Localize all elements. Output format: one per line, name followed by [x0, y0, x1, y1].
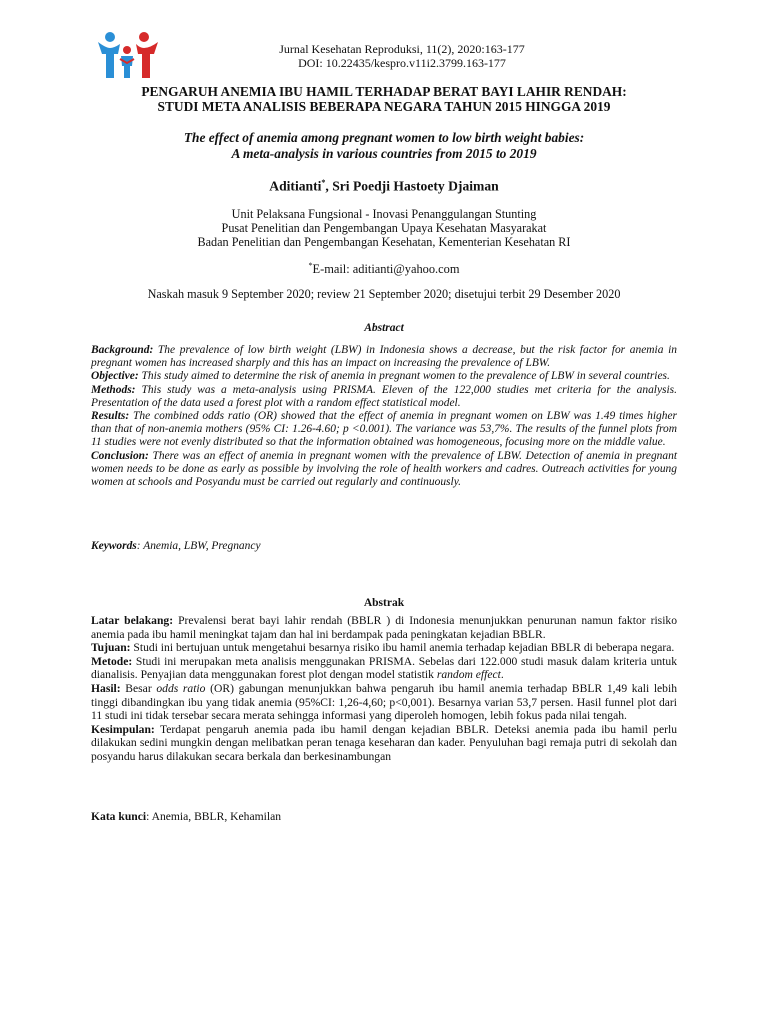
- keywords-text: : Anemia, LBW, Pregnancy: [136, 540, 261, 552]
- methods-text: This study was a meta-analysis using PRISMA. Eleven of the 122,000 studies met criteria for the analysis. Presentation of the data used a forest plot with a random effect statistical model.: [91, 383, 677, 409]
- background-text: The prevalence of low birth weight (LBW) in Indonesia shows a decrease, but the risk factor for anemia in pregnant women has increased sharply and this has an impact on increasing the prevalence of LBW.: [91, 344, 677, 370]
- kata-kunci-label: Kata kunci: [91, 810, 147, 823]
- hasil-label: Hasil:: [91, 681, 121, 695]
- paper-title-english: [60, 130, 708, 161]
- latar-label: Latar belakang:: [91, 614, 174, 627]
- latar-text: Prevalensi berat bayi lahir rendah (BBLR ) di Indonesia menunjukkan penurunan namun faktor risiko anemia pada ibu hamil meningkat tajam dan hal ini berdampak pada peningkatan kejadian BBLR.: [91, 614, 678, 641]
- abstract-indonesian: [91, 614, 677, 764]
- affiliation: [60, 207, 708, 249]
- title-id-line1: PENGARUH ANEMIA IBU HAMIL TERHADAP BERAT BAYI LAHIR RENDAH:: [141, 84, 627, 99]
- paper-title-indonesian: [60, 84, 708, 114]
- journal-header: [232, 42, 572, 70]
- abstrak-tujuan: [91, 641, 677, 655]
- abstract-heading: Abstract: [364, 322, 404, 334]
- conclusion-text: There was an effect of anemia in pregnant women with the prevalence of LBW. Detection of anemia in pregnant women needs to be done as early as possible by involving the role of health workers and cadres. Outreach activities for young women at schools and Posyandu must be carried out regularly and continuously.: [91, 449, 677, 489]
- hasil-text-end: (OR) gabungan menunjukkan bahwa pengaruh ibu hamil anemia terhadap BBLR 1,49 kali lebih tinggi dibandingkan ibu yang tidak anemia (95%CI: 1,26-4,60; p<0,001). Besarnya varian 53,7 persen. Hasil funnel plot dari 11 studi ini tidak tersebar secara merata sehingga informasi yang diperoleh homogen, lebih fokus pada nilai tengah.: [91, 681, 677, 723]
- keywords-label: Keywords: [91, 540, 137, 552]
- abstrak-metode: [91, 655, 677, 682]
- author-list: [60, 178, 708, 195]
- metode-text-end: .: [500, 668, 504, 682]
- kesimpulan-label: Kesimpulan:: [91, 722, 155, 736]
- email-text[interactable]: E-mail: aditianti@yahoo.com: [312, 262, 460, 277]
- title-en-line2: A meta-analysis in various countries from 2015 to 2019: [231, 145, 537, 161]
- metode-text: Studi ini merupakan meta analisis menggunakan PRISMA. Sebelas dari 122.000 studi masuk dalam kriteria untuk dianalisis. Penyajian data menggunakan forest plot dengan model statistik: [91, 654, 677, 682]
- title-en-line1: The effect of anemia among pregnant women to low birth weight babies:: [183, 130, 585, 145]
- abstrak-latar: [91, 614, 677, 641]
- hasil-emphasis: odds ratio: [156, 681, 206, 695]
- affiliation-line3: Badan Penelitian dan Pengembangan Kesehatan, Kementerian Kesehatan RI: [197, 235, 571, 249]
- metode-emphasis: random effect: [436, 668, 501, 682]
- objective-label: Objective:: [91, 370, 139, 383]
- corresponding-email: [60, 261, 708, 277]
- keywords-indonesian: [91, 810, 677, 823]
- kesimpulan-text: Terdapat pengaruh anemia pada ibu hamil dengan kejadian BBLR. Deteksi anemia pada ibu hamil perlu dilakukan sedini mungkin dengan melibatkan peran tenaga keseharan dan kader. Penyuluhan bagi remaja putri di sekolah dan posyandu harus dilakukan secara berkala dan berkesinambungan: [91, 722, 677, 763]
- abstrak-kesimpulan: [91, 723, 677, 764]
- abstract-english: [91, 344, 677, 489]
- title-id-line2: STUDI META ANALISIS BEBERAPA NEGARA TAHUN 2015 HINGGA 2019: [157, 99, 611, 114]
- abstract-background: [91, 344, 677, 370]
- abstract-conclusion: [91, 450, 677, 490]
- journal-citation: Jurnal Kesehatan Reproduksi, 11(2), 2020:163-177: [279, 42, 525, 56]
- submission-dates: Naskah masuk 9 September 2020; review 21 September 2020; disetujui terbit 29 Desember 2020: [147, 287, 621, 301]
- objective-text: This study aimed to determine the risk of anemia in pregnant women to the prevalence of LBW in several countries.: [138, 370, 670, 383]
- author-rest: , Sri Poedji Hastoety Djaiman: [325, 178, 499, 194]
- corresponding-marker: *: [321, 178, 326, 187]
- tujuan-text: Studi ini bertujuan untuk mengetahui besarnya risiko ibu hamil anemia terhadap kejadian BBLR di beberapa negara.: [130, 641, 675, 655]
- abstrak-hasil: [91, 682, 677, 723]
- affiliation-line1: Unit Pelaksana Fungsional - Inovasi Penanggulangan Stunting: [231, 207, 537, 221]
- journal-doi[interactable]: DOI: 10.22435/kespro.v11i2.3799.163-177: [298, 56, 506, 70]
- results-label: Results:: [91, 410, 130, 423]
- conclusion-label: Conclusion:: [91, 449, 149, 462]
- methods-label: Methods:: [91, 383, 136, 396]
- hasil-text: Besar: [120, 681, 157, 695]
- tujuan-label: Tujuan:: [91, 641, 131, 655]
- abstract-methods: [91, 384, 677, 410]
- abstrak-heading: Abstrak: [363, 597, 405, 609]
- journal-logo: [96, 28, 160, 80]
- abstract-objective: [91, 370, 677, 383]
- kata-kunci-text: : Anemia, BBLR, Kehamilan: [146, 810, 282, 823]
- keywords-english: [91, 540, 677, 552]
- metode-label: Metode:: [91, 654, 133, 668]
- author-first: Aditianti: [269, 178, 322, 194]
- background-label: Background:: [91, 344, 154, 356]
- abstract-results: [91, 410, 677, 450]
- email-marker: *: [308, 261, 313, 270]
- results-text: The combined odds ratio (OR) showed that the effect of anemia in pregnant women on LBW was 1.49 times higher than that of non-anemia mothers (95% CI: 1.26-4.60; p <0.001). The variance was 53,7%. The results of the funnel plots from 11 studies were not evenly distributed so that the information obtained was homogeneous, focusing more on the middle value.: [91, 410, 677, 449]
- affiliation-line2: Pusat Penelitian dan Pengembangan Upaya Kesehatan Masyarakat: [221, 221, 547, 235]
